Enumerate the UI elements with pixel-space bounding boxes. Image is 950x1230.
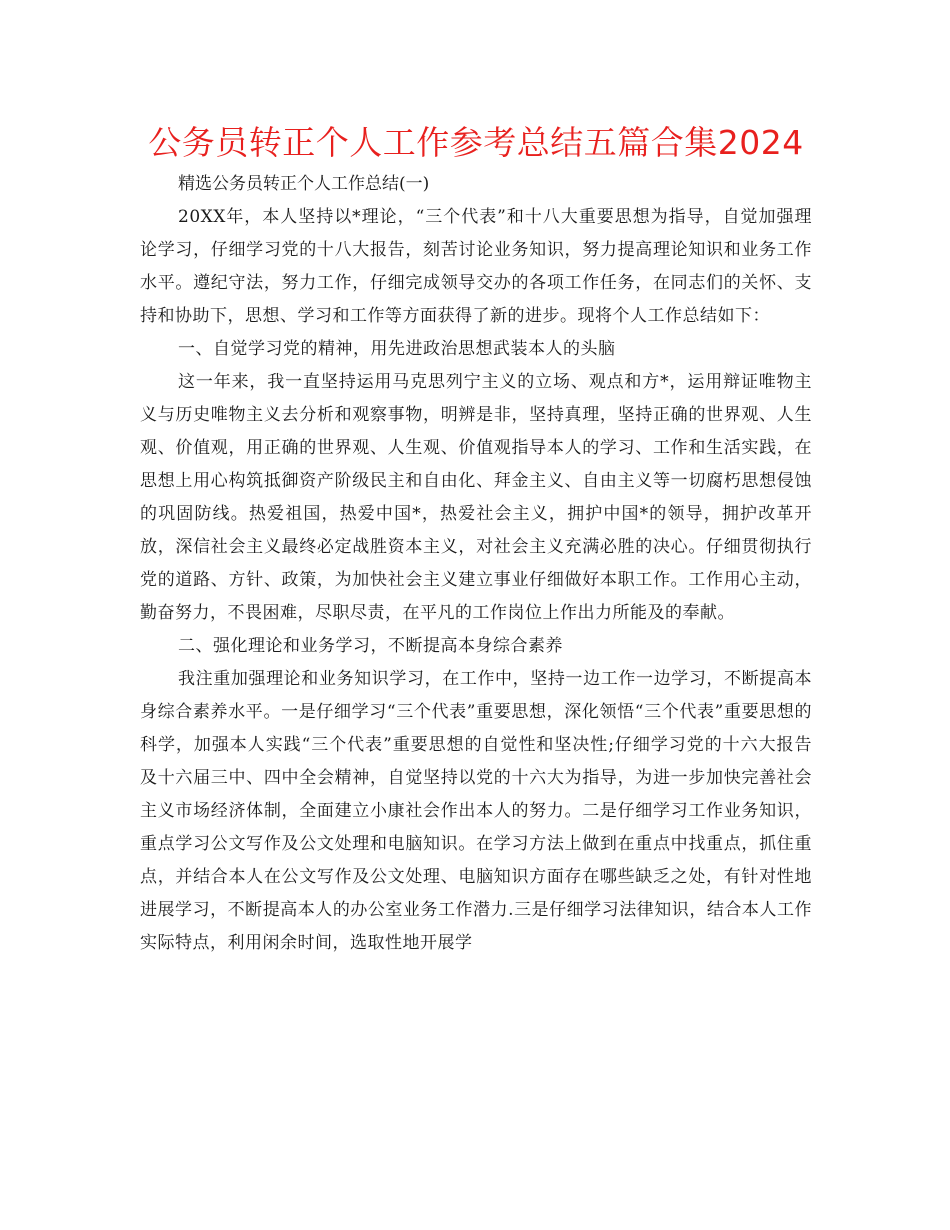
paragraph-section-1: 这一年来，我一直坚持运用马克思列宁主义的立场、观点和方*，运用辩证唯物主义与历史唯物主义去分析和观察事物，明辨是非，坚持真理，坚持正确的世界观、人生观、价值观，用正确的世界观、人生观、价值观指导本人的学习、工作和生活实践，在思想上用心构筑抵御资产阶级民主和自由化、拜金主义、自由主义等一切腐朽思想侵蚀的巩固防线。热爱祖国，热爱中国*，热爱社会主义，拥护中国*的领导，拥护改革开放，深信社会主义最终必定战胜资本主义，对社会主义充满必胜的决心。仔细贯彻执行党的道路、方针、政策，为加快社会主义建立事业仔细做好本职工作。工作用心主动，勤奋努力，不畏困难，尽职尽责，在平凡的工作岗位上作出力所能及的奉献。 <box>140 372 812 623</box>
section-heading-2: 二、强化理论和业务学习，不断提高本身综合素养 <box>178 636 563 656</box>
document-subtitle: 精选公务员转正个人工作总结(一) <box>178 174 430 194</box>
paragraph-intro: 20XX年，本人坚持以*理论，“三个代表”和十八大重要思想为指导，自觉加强理论学习，仔细学习党的十八大报告，刻苦讨论业务知识，努力提高理论知识和业务工作水平。遵纪守法，努力工作，仔细完成领导交办的各项工作任务，在同志们的关怀、支持和协助下，思想、学习和工作等方面获得了新的进步。现将个人工作总结如下： <box>140 207 812 326</box>
section-heading-1: 一、自觉学习党的精神，用先进政治思想武装本人的头脑 <box>178 339 616 359</box>
paragraph-section-2: 我注重加强理论和业务知识学习，在工作中，坚持一边工作一边学习，不断提高本身综合素养水平。一是仔细学习“三个代表”重要思想，深化领悟“三个代表”重要思想的科学，加强本人实践“三个代表”重要思想的自觉性和坚决性;仔细学习党的十六大报告及十六届三中、四中全会精神，自觉坚持以党的十六大为指导，为进一步加快完善社会主义市场经济体制，全面建立小康社会作出本人的努力。二是仔细学习工作业务知识，重点学习公文写作及公文处理和电脑知识。在学习方法上做到在重点中找重点，抓住重点，并结合本人在公文写作及公文处理、电脑知识方面存在哪些缺乏之处，有针对性地进展学习，不断提高本人的办公室业务工作潜力.三是仔细学习法律知识，结合本人工作实际特点，利用闲余时间，选取性地开展学 <box>140 669 812 953</box>
document-page <box>140 118 812 960</box>
document-title: 公务员转正个人工作参考总结五篇合集2024 <box>148 123 804 162</box>
